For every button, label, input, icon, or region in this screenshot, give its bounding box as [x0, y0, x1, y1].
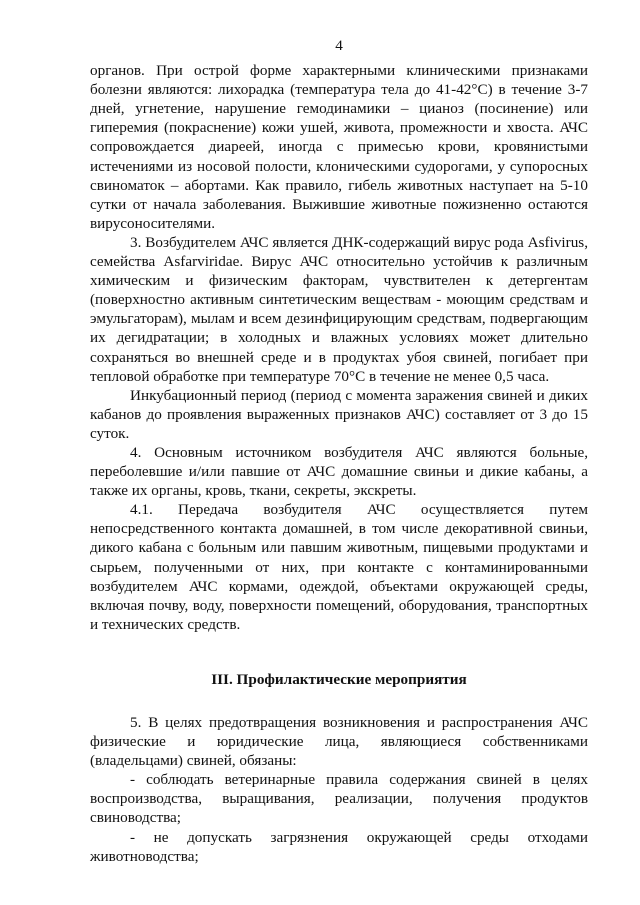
paragraph-source: 4. Основным источником возбудителя АЧС являются больные, переболевшие и/или павшие от АЧС домашние свиньи и дикие кабаны, а также их органы, кровь, ткани, секреты, экскреты.: [90, 443, 588, 500]
paragraph-symptoms: органов. При острой форме характерными клиническими признаками болезни являются: лихорадка (температура тела до 41-42°С) в течение 3-7 дней, угнетение, нарушение гемодинамики – цианоз (посинение) или гиперемия (покраснение) кожи ушей, живота, промежности и хвоста. АЧС сопровождается диареей, иногда с примесью крови, кровянистыми истечениями из носовой полости, клоническими судорогами, у супоросных свиноматок – абортами. Как правило, гибель животных наступает на 5-10 сутки от начала заболевания. Выжившие животные пожизненно остаются вирусоносителями.: [90, 62, 588, 232]
list-item-pollution: - не допускать загрязнения окружающей среды отходами животноводства;: [90, 828, 588, 865]
document-page: [90, 36, 588, 866]
paragraph-incubation: Инкубационный период (период с момента заражения свиней и диких кабанов до проявления выраженных признаков АЧС) составляет от 3 до 15 суток.: [90, 386, 588, 442]
paragraph-obligations: 5. В целях предотвращения возникновения и распространения АЧС физические и юридические лица, являющиеся собственниками (владельцами) свиней, обязаны:: [90, 714, 588, 770]
page-number: 4: [335, 37, 343, 54]
paragraph-pathogen: 3. Возбудителем АЧС является ДНК-содержащий вирус рода Asfivirus, семейства Asfarviridae. Вирус АЧС относительно устойчив к различным химическим и физическим факторам, чувствителен к детергентам (поверхностно активным синтетическим веществам - моющим средствам и эмульгаторам), мылам и всем дезинфицирующим средствам, подвергающим их дегидратации; в холодных и влажных условиях может длительно сохраняться во внешней среде и в продуктах убоя свиней, погибает при тепловой обработке при температуре 70°С в течение не менее 0,5 часа.: [90, 233, 588, 385]
section-title: III. Профилактические мероприятия: [211, 670, 467, 688]
paragraph-transmission: 4.1. Передача возбудителя АЧС осуществляется путем непосредственного контакта домашней, в том числе декоративной свиньи, дикого кабана с больным или павшим животным, пищевыми продуктами и сырьем, полученными от них, при контакте с контаминированными возбудителем АЧС кормами, одеждой, объектами окружающей среды, включая почву, воду, поверхности помещений, оборудования, транспортных и технических средств.: [90, 501, 588, 633]
list-item-rules: - соблюдать ветеринарные правила содержания свиней в целях воспроизводства, выращивания, реализации, получения продуктов свиноводства;: [90, 771, 588, 827]
